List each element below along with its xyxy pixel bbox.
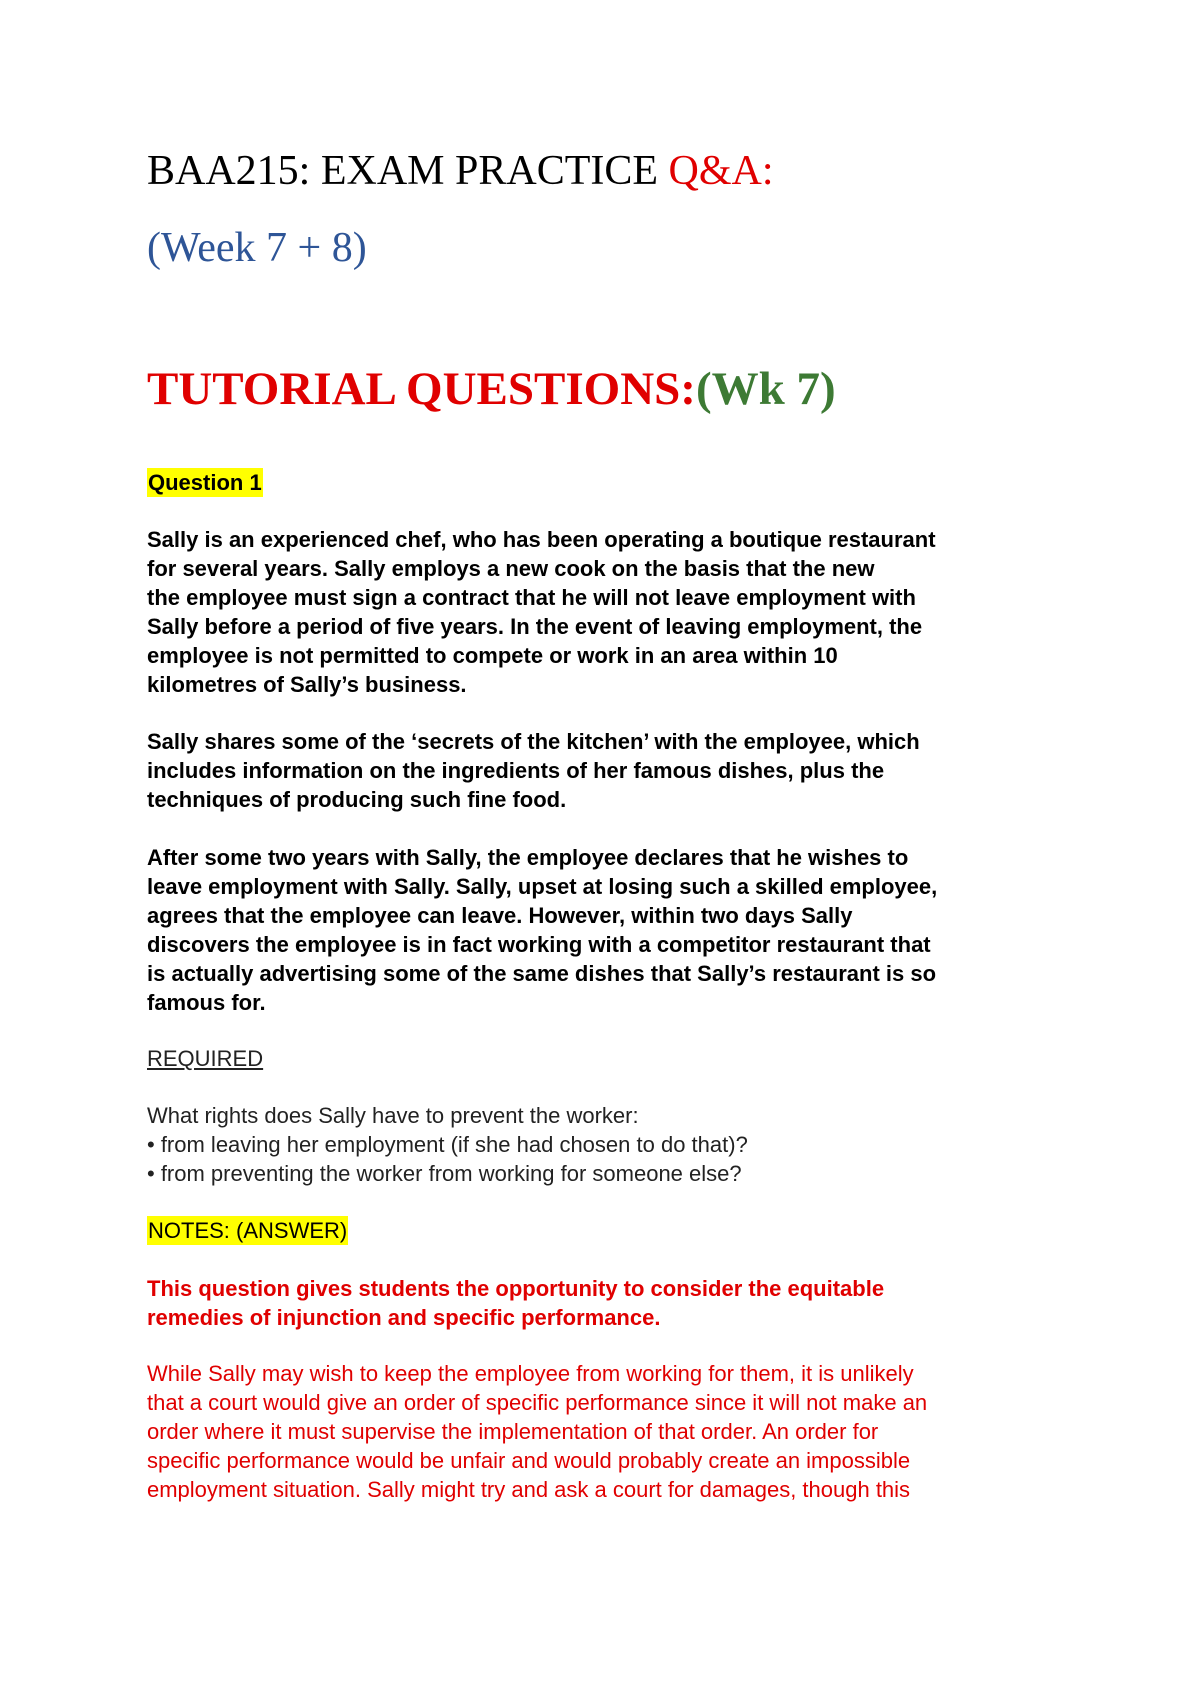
required-line: What rights does Sally have to prevent the worker: bbox=[147, 1103, 639, 1128]
answer-intro-line: remedies of injunction and specific performance. bbox=[147, 1305, 661, 1330]
tutorial-heading bbox=[147, 360, 836, 418]
paragraph-line: famous for. bbox=[147, 990, 266, 1015]
paragraph-line: Sally is an experienced chef, who has been operating a boutique restaurant bbox=[147, 527, 936, 552]
question-paragraph-2 bbox=[147, 727, 1087, 814]
paragraph-line: agrees that the employee can leave. However, within two days Sally bbox=[147, 903, 853, 928]
required-bullet: • from preventing the worker from working for someone else? bbox=[147, 1161, 742, 1186]
paragraph-line: Sally shares some of the ‘secrets of the kitchen’ with the employee, which bbox=[147, 729, 920, 754]
paragraph-line: for several years. Sally employs a new cook on the basis that the new bbox=[147, 556, 875, 581]
answer-intro bbox=[147, 1274, 1087, 1332]
title-prefix: BAA215: EXAM PRACTICE bbox=[147, 148, 669, 194]
paragraph-line: techniques of producing such fine food. bbox=[147, 787, 567, 812]
paragraph-line: is actually advertising some of the same dishes that Sally’s restaurant is so bbox=[147, 961, 937, 986]
answer-line: order where it must supervise the implementation of that order. An order for bbox=[147, 1419, 879, 1444]
paragraph-line: the employee must sign a contract that he will not leave employment with bbox=[147, 585, 916, 610]
answer-line: that a court would give an order of specific performance since it will not make an bbox=[147, 1390, 928, 1415]
question-paragraph-3 bbox=[147, 843, 1087, 1017]
question-label: Question 1 bbox=[148, 470, 262, 495]
answer-line: specific performance would be unfair and would probably create an impossible bbox=[147, 1448, 911, 1473]
question-paragraph-1 bbox=[147, 525, 1087, 699]
paragraph-line: kilometres of Sally’s business. bbox=[147, 672, 467, 697]
required-bullet: • from leaving her employment (if she had chosen to do that)? bbox=[147, 1132, 748, 1157]
required-label: REQUIRED bbox=[147, 1046, 264, 1071]
paragraph-line: includes information on the ingredients of her famous dishes, plus the bbox=[147, 758, 885, 783]
answer-line: While Sally may wish to keep the employee from working for them, it is unlikely bbox=[147, 1361, 914, 1386]
notes-answer-label: NOTES: (ANSWER) bbox=[148, 1218, 348, 1243]
paragraph-line: discovers the employee is in fact working with a competitor restaurant that bbox=[147, 932, 931, 957]
tutorial-heading-main: TUTORIAL QUESTIONS: bbox=[147, 363, 696, 415]
paragraph-line: employee is not permitted to compete or work in an area within 10 bbox=[147, 643, 838, 668]
tutorial-heading-week: (Wk 7) bbox=[695, 363, 836, 415]
document-title bbox=[147, 145, 774, 197]
answer-line: employment situation. Sally might try and ask a court for damages, though this bbox=[147, 1477, 911, 1502]
week-subtitle: (Week 7 + 8) bbox=[147, 225, 367, 271]
paragraph-line: leave employment with Sally. Sally, upset at losing such a skilled employee, bbox=[147, 874, 938, 899]
paragraph-line: After some two years with Sally, the employee declares that he wishes to bbox=[147, 845, 909, 870]
required-text bbox=[147, 1101, 1087, 1188]
title-qa-suffix: Q&A: bbox=[668, 148, 774, 194]
answer-body bbox=[147, 1359, 1087, 1504]
paragraph-line: Sally before a period of five years. In the event of leaving employment, the bbox=[147, 614, 923, 639]
answer-intro-line: This question gives students the opportunity to consider the equitable bbox=[147, 1276, 885, 1301]
